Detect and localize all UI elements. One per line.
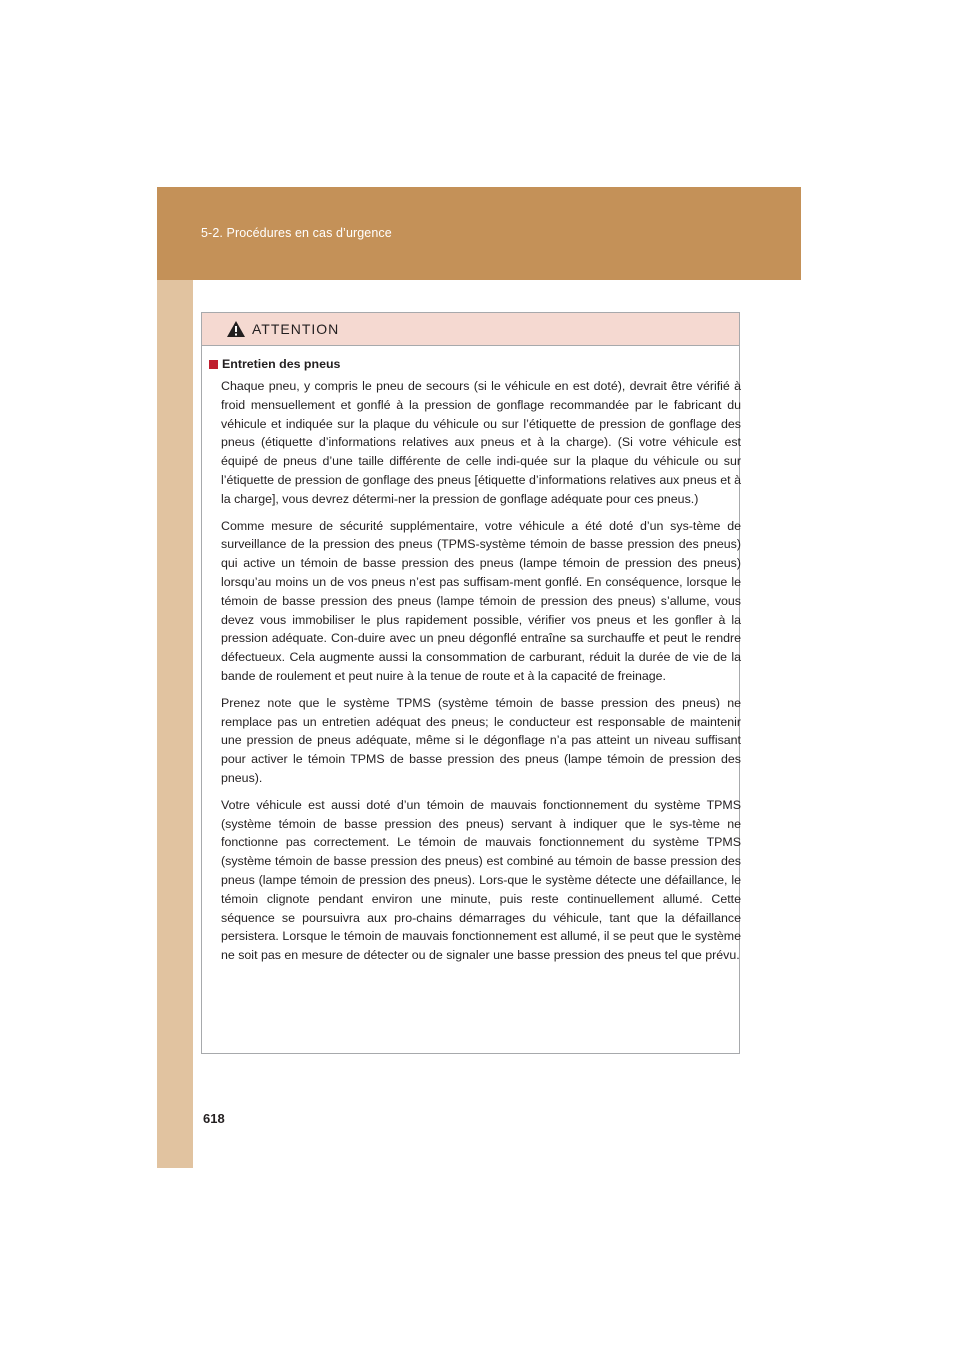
warning-title: ATTENTION bbox=[252, 321, 340, 337]
subheading-text: Entretien des pneus bbox=[222, 357, 341, 371]
square-bullet-icon bbox=[209, 360, 218, 369]
section-title: 5-2. Procédures en cas d’urgence bbox=[201, 226, 392, 240]
warning-triangle-icon bbox=[226, 320, 246, 338]
side-band bbox=[157, 280, 193, 1168]
paragraph-responsibility: Prenez note que le système TPMS (système témoin de basse pression des pneus) ne remplace pas un entretien adéquat des pneus; le conducteur est responsable de maintenir une pression de pneus adéquate, même si le dégonflage n’a pas atteint un niveau suffisant pour activer le témoin TPMS de basse pression des pneus (lampe témoin de pression des pneus). bbox=[221, 695, 741, 785]
subheading bbox=[209, 357, 739, 371]
warning-box bbox=[201, 312, 740, 1054]
page-number: 618 bbox=[203, 1111, 225, 1126]
paragraph-malfunction: Votre véhicule est aussi doté d’un témoin de mauvais fonctionnement du système TPMS (système témoin de basse pression des pneus) servant à indiquer que le sys-tème ne fonctionne pas correctement. Le témoin de mauvais fonctionnement du système TPMS (système témoin de basse pression des pneus) est combiné au témoin de basse pression des pneus (lampe témoin de pression des pneus). Lors-que le système détecte une défaillance, le témoin clignote pendant environ une minute, puis reste continuellement allumé. Cette séquence se poursuivra aux pro-chains démarrages du véhicule, tant que la défaillance persistera. Lorsque le témoin de mauvais fonctionnement est allumé, il se peut que le système ne soit pas en mesure de détecter ou de signaler une basse pression des pneus tel que prévu. bbox=[221, 797, 741, 963]
warning-body bbox=[202, 346, 739, 965]
paragraph-inspection: Chaque pneu, y compris le pneu de secours (si le véhicule en est doté), devrait être vérifié à froid mensuellement et gonflé à la pression de gonflage recommandée par le fabricant du véhicule et indiquée sur la plaque du véhicule ou sur l’étiquette de pression de gonflage des pneus (étiquette d’informations relatives aux pneus et à la charge). (Si votre véhicule est équipé de pneus d’une taille différente de celle indi-quée sur la plaque du véhicule ou sur l’étiquette de pression de gonflage des pneus [étiquette d’informations relatives aux pneus et à la charge], vous devrez détermi-ner la pression de gonflage adéquate pour ces pneus.) bbox=[221, 379, 741, 506]
paragraph-tpms: Comme mesure de sécurité supplémentaire, votre véhicule a été doté d’un sys-tème de surveillance de la pression des pneus (TPMS-système témoin de basse pression des pneus) qui active un témoin de basse pression des pneus (lampe témoin de pression des pneus) lorsqu’au moins un de vos pneus n’est pas suffisam-ment gonflé. En conséquence, lorsque le témoin de basse pression des pneus (lampe témoin de pression des pneus) s’allume, vous devez vous immobiliser le plus rapidement possible, vérifier vos pneus et les gonfler à la pression adéquate. Con-duire avec un pneu dégonflé entraîne sa surchauffe et peut le rendre défectueux. Cela augmente aussi la consommation de carburant, réduit la durée de vie de la bande de roulement et peut nuire à la tenue de route et à la capacité de freinage. bbox=[221, 518, 741, 683]
warning-header bbox=[202, 313, 739, 346]
